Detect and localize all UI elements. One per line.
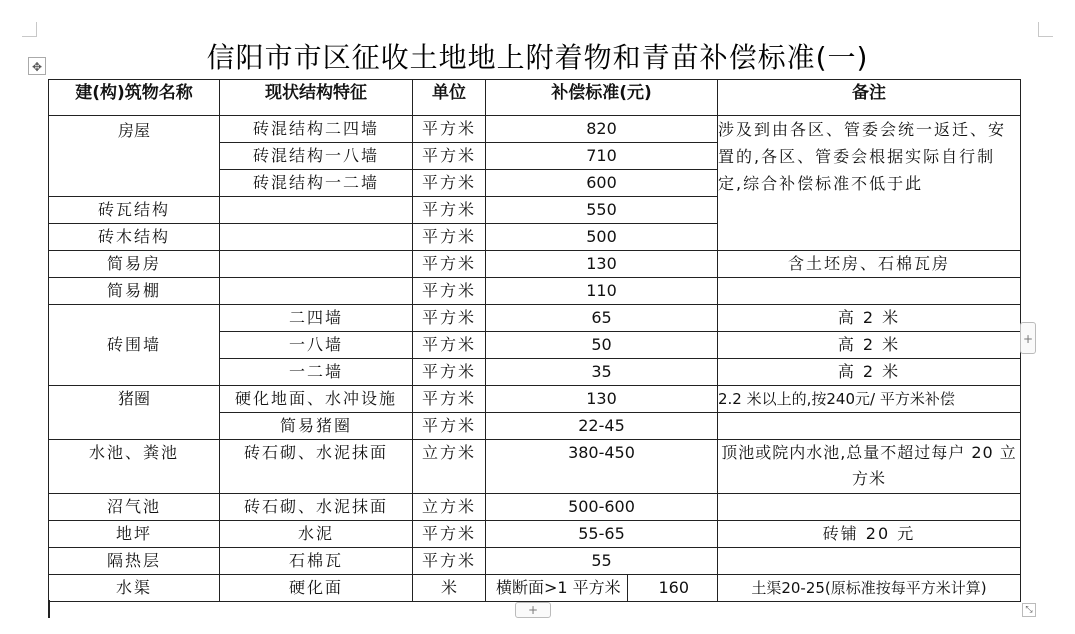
table-left-border-continuation bbox=[48, 600, 50, 618]
cell-price[interactable]: 35 bbox=[486, 359, 718, 386]
cell-price[interactable]: 380-450 bbox=[486, 440, 718, 494]
header-unit: 单位 bbox=[413, 80, 486, 116]
cell-price-value: 160 bbox=[627, 575, 709, 601]
cell-structure[interactable]: 砖混结构一八墙 bbox=[220, 143, 413, 170]
table-resize-icon[interactable]: ⤡ bbox=[1022, 603, 1036, 617]
cell-unit[interactable]: 米 bbox=[413, 575, 486, 602]
cell-unit[interactable]: 平方米 bbox=[413, 305, 486, 332]
cell-note-merged[interactable]: 涉及到由各区、管委会统一返迁、安置的,各区、管委会根据实际自行制定,综合补偿标准不低于此 bbox=[718, 116, 1021, 251]
cell-price[interactable]: 820 bbox=[486, 116, 718, 143]
cell-unit[interactable]: 平方米 bbox=[413, 197, 486, 224]
cell-unit[interactable]: 平方米 bbox=[413, 521, 486, 548]
cell-note[interactable]: 高 2 米 bbox=[718, 359, 1021, 386]
compensation-table bbox=[48, 79, 1021, 602]
cell-note[interactable] bbox=[718, 494, 1021, 521]
cell-structure[interactable]: 砖混结构一二墙 bbox=[220, 170, 413, 197]
cell-price[interactable]: 500 bbox=[486, 224, 718, 251]
cell-structure[interactable]: 石棉瓦 bbox=[220, 548, 413, 575]
cell-price[interactable]: 130 bbox=[486, 251, 718, 278]
table-row bbox=[49, 251, 1021, 278]
cell-name[interactable]: 砖瓦结构 bbox=[49, 197, 220, 224]
header-note: 备注 bbox=[718, 80, 1021, 116]
cell-structure[interactable] bbox=[220, 224, 413, 251]
cell-unit[interactable]: 平方米 bbox=[413, 251, 486, 278]
table-row bbox=[49, 278, 1021, 305]
cell-note[interactable]: 高 2 米 bbox=[718, 332, 1021, 359]
cell-name[interactable]: 水渠 bbox=[49, 575, 220, 602]
cell-name[interactable]: 房屋 bbox=[49, 116, 220, 197]
cell-note[interactable] bbox=[718, 413, 1021, 440]
cell-name[interactable]: 砖木结构 bbox=[49, 224, 220, 251]
cell-unit[interactable]: 立方米 bbox=[413, 494, 486, 521]
cell-note[interactable] bbox=[718, 548, 1021, 575]
cell-structure[interactable] bbox=[220, 278, 413, 305]
cell-price[interactable]: 55-65 bbox=[486, 521, 718, 548]
cell-structure[interactable]: 水泥 bbox=[220, 521, 413, 548]
cell-unit[interactable]: 平方米 bbox=[413, 278, 486, 305]
document-title: 信阳市市区征收土地地上附着物和青苗补偿标准(一) bbox=[206, 41, 869, 74]
table-row bbox=[49, 548, 1021, 575]
cell-price[interactable]: 130 bbox=[486, 386, 718, 413]
cell-structure[interactable]: 一二墙 bbox=[220, 359, 413, 386]
cell-note[interactable]: 砖铺 20 元 bbox=[718, 521, 1021, 548]
cell-note[interactable]: 高 2 米 bbox=[718, 305, 1021, 332]
cell-structure[interactable]: 硬化地面、水冲设施 bbox=[220, 386, 413, 413]
cell-price[interactable]: 65 bbox=[486, 305, 718, 332]
cell-note[interactable]: 2.2 米以上的,按240元/ 平方米补偿 bbox=[718, 386, 1021, 413]
table-row bbox=[49, 494, 1021, 521]
table-row bbox=[49, 440, 1021, 494]
cell-unit[interactable]: 平方米 bbox=[413, 332, 486, 359]
header-price: 补偿标准(元) bbox=[486, 80, 718, 116]
cell-name[interactable]: 地坪 bbox=[49, 521, 220, 548]
cell-price[interactable]: 550 bbox=[486, 197, 718, 224]
page-corner-mark bbox=[1038, 22, 1053, 37]
cell-unit[interactable]: 平方米 bbox=[413, 224, 486, 251]
cell-structure[interactable] bbox=[220, 251, 413, 278]
cell-price[interactable]: 110 bbox=[486, 278, 718, 305]
cell-structure[interactable]: 硬化面 bbox=[220, 575, 413, 602]
cell-name[interactable]: 隔热层 bbox=[49, 548, 220, 575]
table-row bbox=[49, 575, 1021, 602]
add-column-button[interactable]: + bbox=[1020, 322, 1036, 354]
cell-unit[interactable]: 平方米 bbox=[413, 548, 486, 575]
cell-name[interactable]: 简易棚 bbox=[49, 278, 220, 305]
table-header-row bbox=[49, 80, 1021, 116]
cell-price[interactable] bbox=[486, 575, 718, 602]
cell-name[interactable]: 简易房 bbox=[49, 251, 220, 278]
cell-unit[interactable]: 平方米 bbox=[413, 143, 486, 170]
header-structure: 现状结构特征 bbox=[220, 80, 413, 116]
table-move-icon[interactable]: ✥ bbox=[28, 57, 46, 75]
cell-note[interactable]: 顶池或院内水池,总量不超过每户 20 立方米 bbox=[718, 440, 1021, 494]
cell-unit[interactable]: 立方米 bbox=[413, 440, 486, 494]
cell-structure[interactable]: 一八墙 bbox=[220, 332, 413, 359]
cell-structure[interactable]: 简易猪圈 bbox=[220, 413, 413, 440]
cell-note[interactable]: 含土坯房、石棉瓦房 bbox=[718, 251, 1021, 278]
cell-name[interactable]: 砖围墙 bbox=[49, 305, 220, 386]
table-row bbox=[49, 305, 1021, 332]
cell-price[interactable]: 710 bbox=[486, 143, 718, 170]
cell-unit[interactable]: 平方米 bbox=[413, 359, 486, 386]
page-corner-mark bbox=[22, 22, 37, 37]
cell-unit[interactable]: 平方米 bbox=[413, 116, 486, 143]
header-name: 建(构)筑物名称 bbox=[49, 80, 220, 116]
cell-unit[interactable]: 平方米 bbox=[413, 170, 486, 197]
table-row bbox=[49, 386, 1021, 413]
price-split bbox=[486, 575, 717, 601]
cell-price[interactable]: 22-45 bbox=[486, 413, 718, 440]
cell-name[interactable]: 水池、粪池 bbox=[49, 440, 220, 494]
cell-price[interactable]: 500-600 bbox=[486, 494, 718, 521]
cross-section-label: 横断面>1 平方米 bbox=[496, 578, 621, 597]
cell-structure[interactable]: 砖混结构二四墙 bbox=[220, 116, 413, 143]
cell-structure[interactable] bbox=[220, 197, 413, 224]
add-row-button[interactable]: + bbox=[515, 602, 551, 618]
cell-note[interactable]: 土渠20-25(原标准按每平方米计算) bbox=[718, 575, 1021, 602]
cell-note[interactable] bbox=[718, 278, 1021, 305]
cell-price[interactable]: 600 bbox=[486, 170, 718, 197]
cell-structure[interactable]: 砖石砌、水泥抹面 bbox=[220, 440, 413, 494]
cell-price[interactable]: 55 bbox=[486, 548, 718, 575]
table-row bbox=[49, 116, 1021, 143]
cell-price[interactable]: 50 bbox=[486, 332, 718, 359]
cell-structure[interactable]: 二四墙 bbox=[220, 305, 413, 332]
cell-name[interactable]: 猪圈 bbox=[49, 386, 220, 440]
table-row bbox=[49, 521, 1021, 548]
cell-unit[interactable]: 平方米 bbox=[413, 386, 486, 413]
cell-unit[interactable]: 平方米 bbox=[413, 413, 486, 440]
cell-name[interactable]: 沼气池 bbox=[49, 494, 220, 521]
cell-structure[interactable]: 砖石砌、水泥抹面 bbox=[220, 494, 413, 521]
